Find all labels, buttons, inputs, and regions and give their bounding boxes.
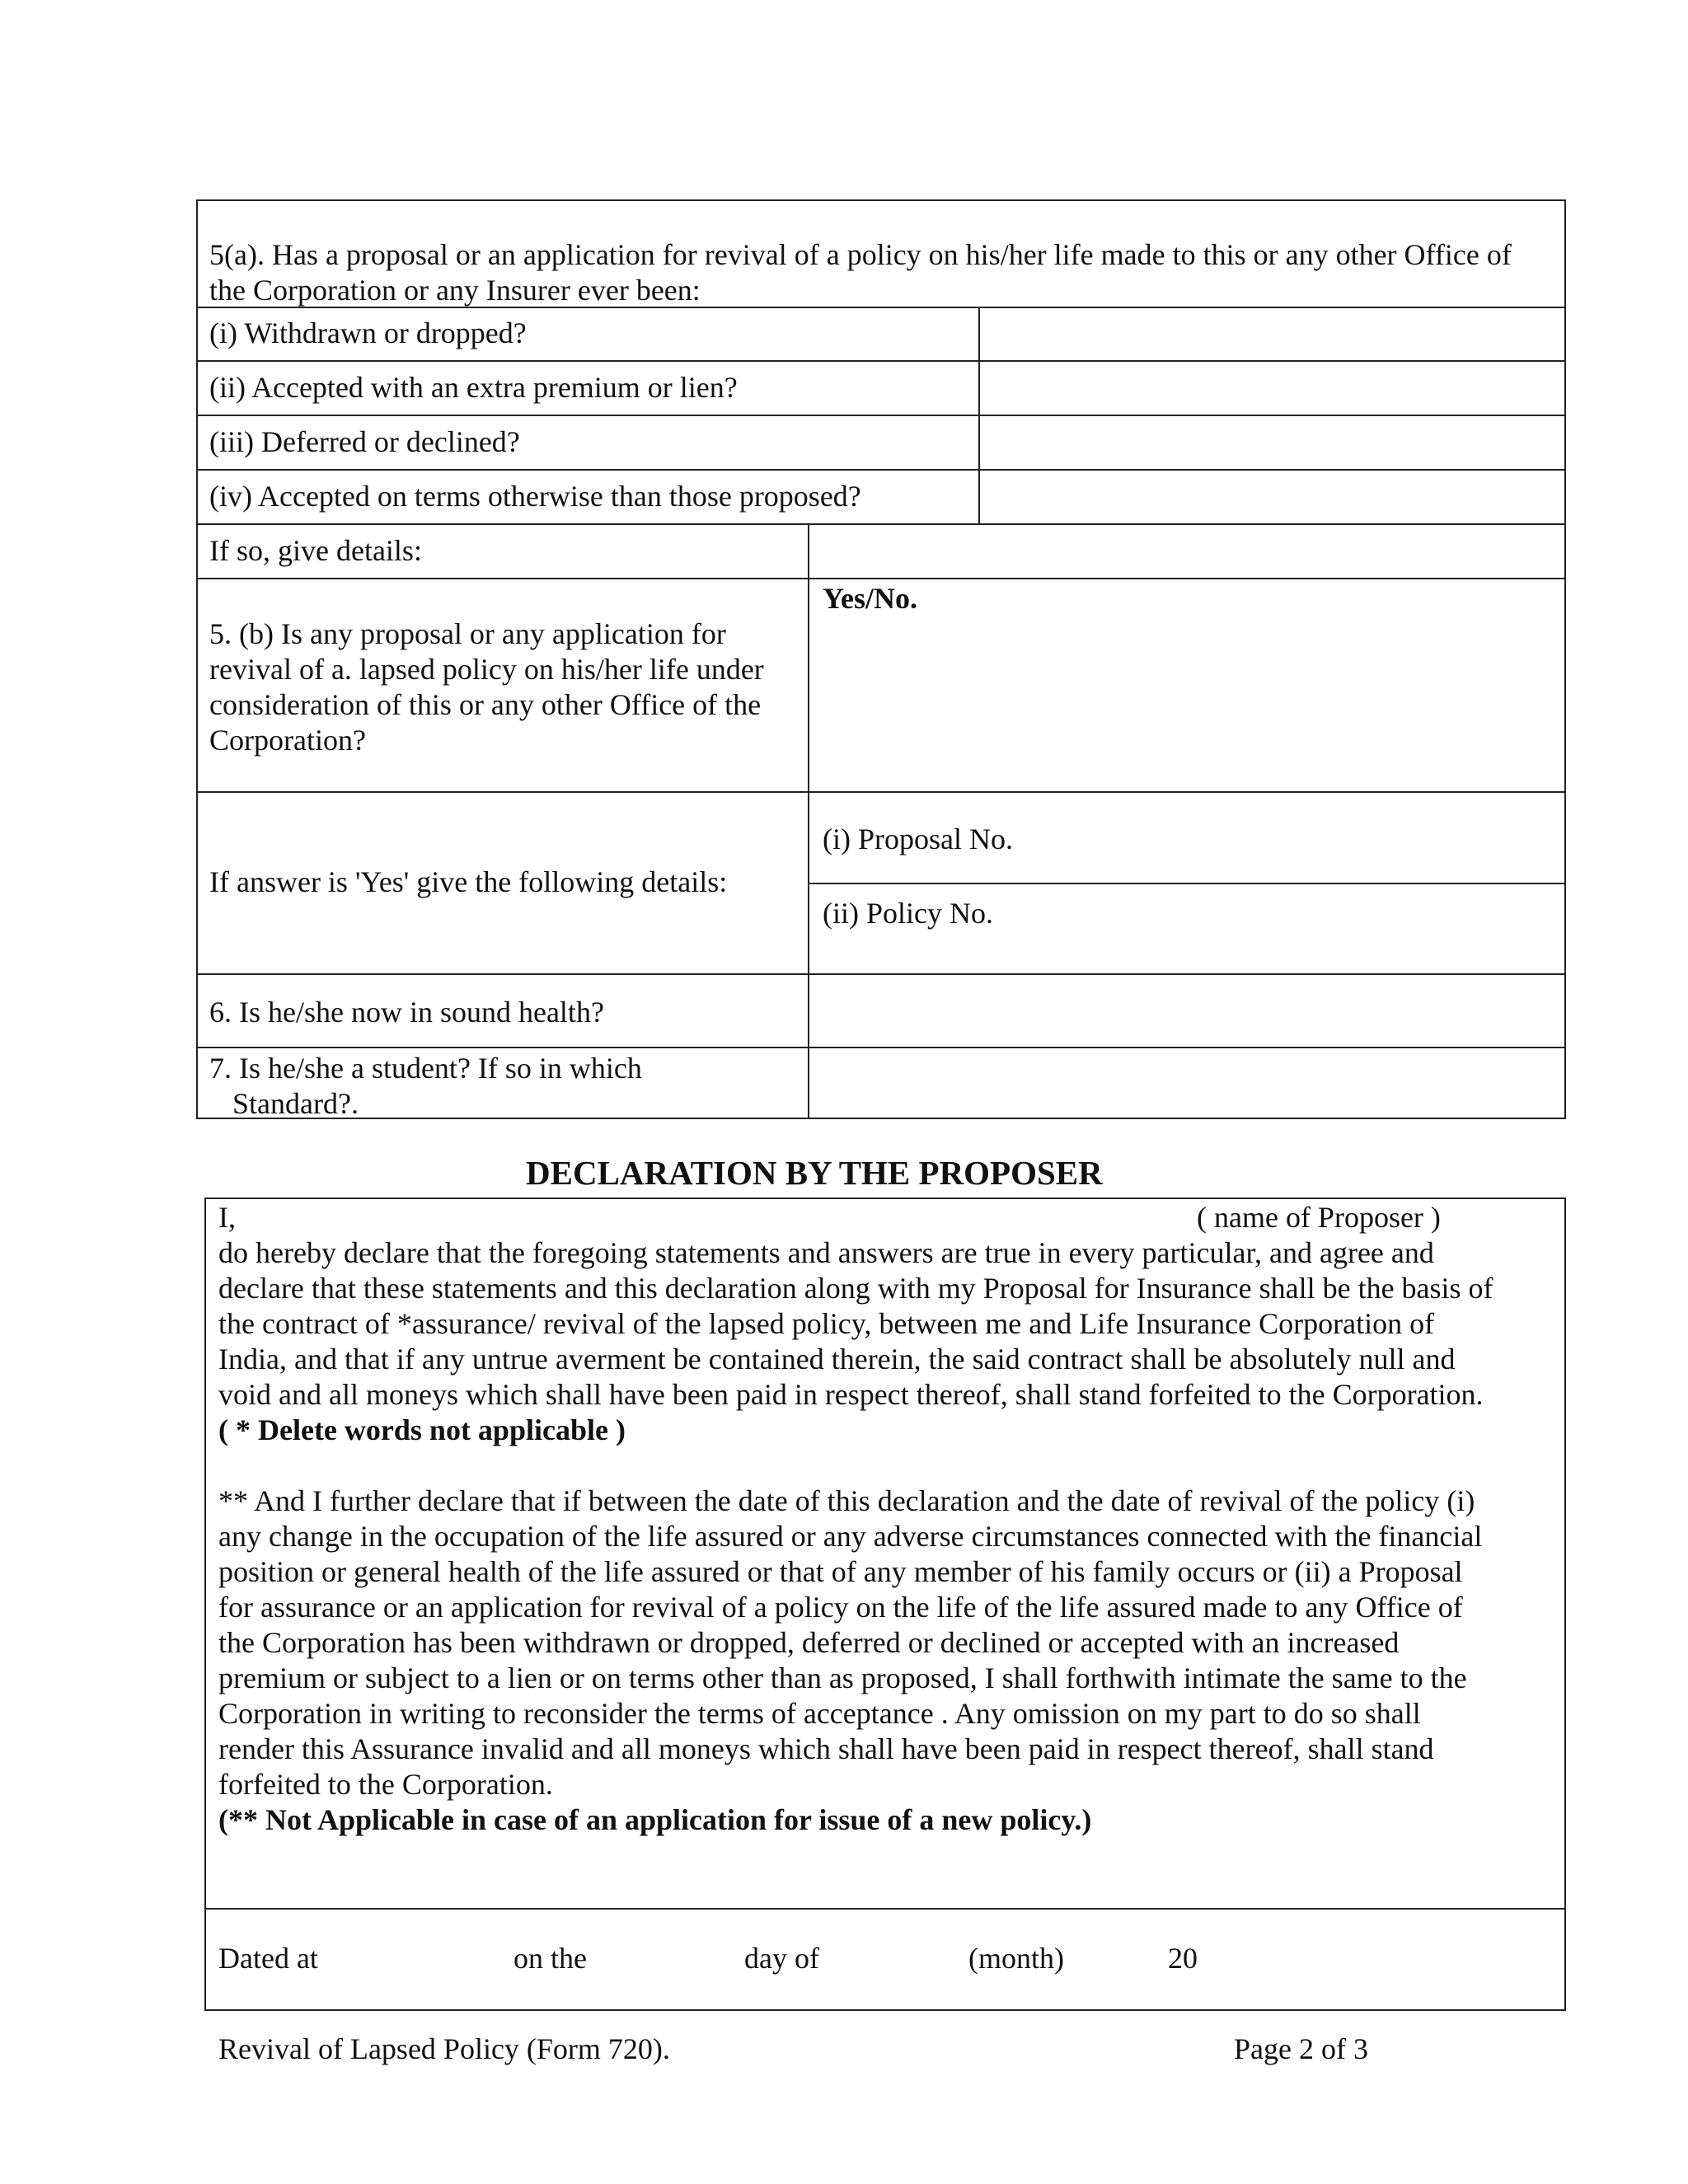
declaration-line: India, and that if any untrue averment be contained therein, the said contract shall be absolutely null and [218, 1343, 1456, 1376]
declaration-line: the contract of *assurance/ revival of the lapsed policy, between me and Life Insurance Corporation of [218, 1307, 1435, 1340]
answer-field-6[interactable] [810, 975, 1564, 1045]
question-5a-item-2: (ii) Accepted with an extra premium or lien? [209, 371, 738, 404]
declaration-i-label: I, [218, 1201, 236, 1234]
declaration-line: the Corporation has been withdrawn or dropped, deferred or declined or accepted with an increased [218, 1626, 1400, 1659]
row-divider [204, 1908, 1566, 1910]
question-5a-item-3: (iii) Deferred or declined? [209, 425, 520, 458]
answer-field-5b[interactable] [810, 618, 1564, 790]
details-field[interactable] [810, 525, 1564, 576]
day-of-label: day of [744, 1942, 819, 1975]
month-label: (month) [968, 1942, 1064, 1975]
question-5a-item-4: (iv) Accepted on terms otherwise than those proposed? [209, 480, 861, 513]
answer-field-7[interactable] [810, 1048, 1564, 1118]
question-5a-item-1: (i) Withdrawn or dropped? [209, 316, 527, 349]
yes-no-label: Yes/No. [823, 582, 917, 615]
row-divider [196, 791, 1566, 793]
policy-no-label[interactable]: (ii) Policy No. [823, 897, 993, 930]
form-name-footer: Revival of Lapsed Policy (Form 720). [218, 2032, 670, 2065]
if-yes-label: If answer is 'Yes' give the following details: [209, 865, 728, 898]
row-divider [808, 883, 1566, 884]
declaration-line: declare that these statements and this declaration along with my Proposal for Insurance shall be the basis of [218, 1272, 1493, 1305]
year-prefix: 20 [1168, 1942, 1198, 1975]
declaration-line: any change in the occupation of the life assured or any adverse circumstances connected with the financial [218, 1520, 1483, 1553]
answer-field-5a-4[interactable] [981, 471, 1564, 522]
declaration-line: forfeited to the Corporation. [218, 1768, 553, 1801]
year-field[interactable] [1203, 1937, 1302, 1976]
answer-field-5a-2[interactable] [981, 362, 1564, 413]
row-divider [196, 578, 1566, 579]
declaration-line: position or general health of the life assured or that of any member of his family occurs or (ii) a Proposal [218, 1555, 1463, 1588]
column-divider [978, 307, 980, 523]
question-7-cont: Standard?. [232, 1087, 359, 1120]
question-7: 7. Is he/she a student? If so in which [209, 1052, 642, 1085]
on-the-label: on the [513, 1942, 587, 1975]
question-6: 6. Is he/she now in sound health? [209, 996, 604, 1029]
month-field[interactable] [832, 1937, 964, 1976]
answer-field-5a-1[interactable] [981, 308, 1564, 359]
declaration-line: premium or subject to a lien or on terms other than as proposed, I shall forthwith intimate the same to the [218, 1661, 1467, 1694]
details-label: If so, give details: [209, 534, 422, 567]
not-applicable-note: (** Not Applicable in case of an application for issue of a new policy.) [218, 1803, 1092, 1836]
question-5b: 5. (b) Is any proposal or any application for revival of a. lapsed policy on his/her life under consideration of this or any other Office of the Corporation? [209, 617, 764, 757]
page-number: Page 2 of 3 [1234, 2032, 1368, 2065]
declaration-line: Corporation in writing to reconsider the terms of acceptance . Any omission on my part to do so shall [218, 1697, 1421, 1730]
proposer-name-label: ( name of Proposer ) [1197, 1201, 1441, 1234]
declaration-line: ** And I further declare that if between the date of this declaration and the date of revival of the policy (i) [218, 1484, 1475, 1517]
answer-field-5a-3[interactable] [981, 416, 1564, 467]
declaration-line: void and all moneys which shall have been paid in respect thereof, shall stand forfeited to the Corporation. [218, 1378, 1484, 1411]
dated-at-field[interactable] [330, 1937, 507, 1976]
declaration-line: do hereby declare that the foregoing statements and answers are true in every particular, and agree and [218, 1236, 1434, 1269]
question-5a: 5(a). Has a proposal or an application for revival of a policy on his/her life made to this or any other Office of the Corporation or any Insurer ever been: [209, 238, 1512, 307]
day-field[interactable] [606, 1937, 738, 1976]
declaration-line: render this Assurance invalid and all moneys which shall have been paid in respect thereof, shall stand [218, 1732, 1434, 1765]
dated-at-label: Dated at [218, 1942, 318, 1975]
proposal-no-label[interactable]: (i) Proposal No. [823, 823, 1013, 855]
column-divider [808, 523, 809, 1119]
declaration-title: DECLARATION BY THE PROPOSER [526, 1154, 1103, 1192]
declaration-line: for assurance or an application for revival of a policy on the life of the life assured made to any Office of [218, 1591, 1463, 1624]
delete-words-note: ( * Delete words not applicable ) [218, 1413, 626, 1446]
proposer-name-field[interactable] [247, 1201, 1187, 1234]
